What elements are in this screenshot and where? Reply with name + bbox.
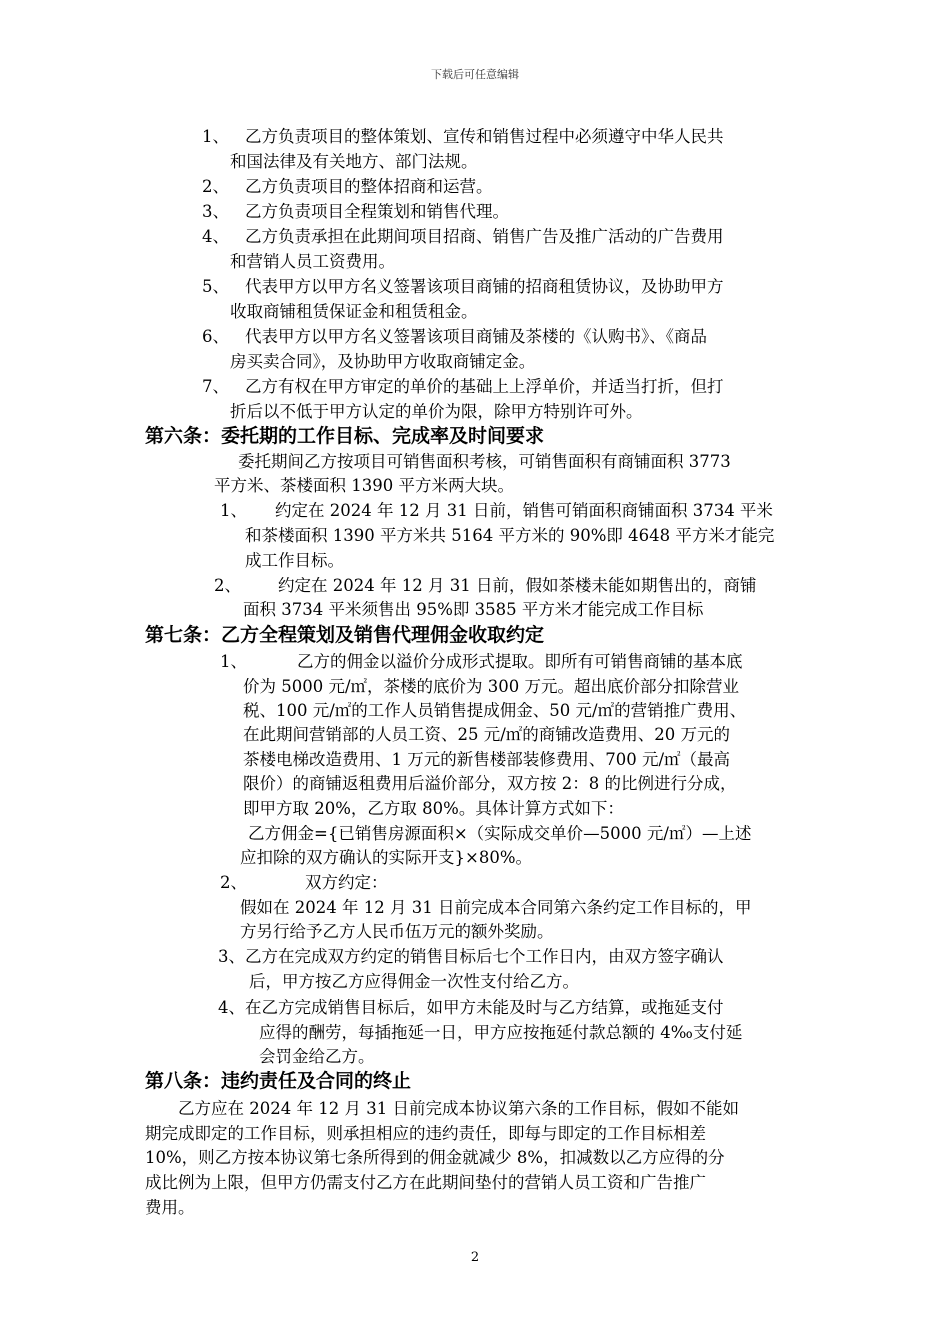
list-item-text: 双方约定： — [305, 873, 388, 892]
page-header: 下载后可任意编辑 — [431, 68, 519, 81]
list-item-number: 1、 — [202, 127, 229, 146]
list-item-number: 2、 — [220, 873, 247, 892]
list-item-text: 乙方有权在甲方审定的单价的基础上上浮单价，并适当打折，但打 — [245, 377, 724, 396]
list-item-number: 2、 — [202, 177, 229, 196]
list-item-text: 乙方负责承担在此期间项目招商、销售广告及推广活动的广告费用 — [245, 227, 724, 246]
list-item-text: 和国法律及有关地方、部门法规。 — [230, 152, 478, 171]
list-item-text: 4、在乙方完成销售目标后，如甲方未能及时与乙方结算，或拖延支付 — [218, 998, 724, 1017]
list-item-text: 乙方的佣金以溢价分成形式提取。即所有可销售商铺的基本底 — [297, 652, 743, 671]
list-item-text: 和营销人员工资费用。 — [230, 252, 395, 271]
list-item-text: 即甲方取 20%，乙方取 80%。具体计算方式如下： — [243, 799, 624, 818]
list-item-text: 会罚金给乙方。 — [259, 1047, 375, 1066]
list-item-text: 乙方负责项目的整体策划、宣传和销售过程中必须遵守中华人民共 — [245, 127, 724, 146]
list-item-text: 假如在 2024 年 12 月 31 日前完成本合同第六条约定工作目标的，甲 — [240, 898, 752, 917]
list-item-text: 和茶楼面积 1390 平方米共 5164 平方米的 90%即 4648 平方米才能完 — [245, 526, 775, 545]
list-item-number: 2、 — [214, 576, 241, 595]
list-item-text: 乙方负责项目的整体招商和运营。 — [245, 177, 493, 196]
list-item-text: 后，甲方按乙方应得佣金一次性支付给乙方。 — [249, 972, 579, 991]
list-item-text: 成工作目标。 — [245, 551, 344, 570]
list-item-number: 1、 — [220, 501, 247, 520]
list-item-text: 房买卖合同》，及协助甲方收取商铺定金。 — [230, 352, 536, 371]
list-item-number: 4、 — [202, 227, 229, 246]
list-item-text: 面积 3734 平米须售出 95%即 3585 平方米才能完成工作目标 — [243, 600, 704, 619]
list-item-text: 收取商铺租赁保证金和租赁租金。 — [230, 302, 478, 321]
formula-text: 乙方佣金={已销售房源面积×（实际成交单价—5000 元/㎡）—上述 — [248, 824, 752, 843]
formula-text: 应扣除的双方确认的实际开支}×80%。 — [240, 848, 532, 867]
paragraph-line: 期完成即定的工作目标，则承担相应的违约责任，即每与即定的工作目标相差 — [145, 1124, 706, 1143]
list-item-text: 乙方负责项目全程策划和销售代理。 — [245, 202, 509, 221]
list-item-number: 6、 — [202, 327, 229, 346]
article-7-heading: 第七条：乙方全程策划及销售代理佣金收取约定 — [145, 624, 545, 646]
list-item-text: 约定在 2024 年 12 月 31 日前，假如茶楼未能如期售出的，商铺 — [278, 576, 757, 595]
list-item-text: 约定在 2024 年 12 月 31 日前，销售可销面积商铺面积 3734 平米 — [275, 501, 773, 520]
list-item-text: 代表甲方以甲方名义签署该项目商铺的招商租赁协议，及协助甲方 — [245, 277, 724, 296]
paragraph-line: 乙方应在 2024 年 12 月 31 日前完成本协议第六条的工作目标，假如不能如 — [178, 1099, 739, 1118]
list-item-text: 在此期间营销部的人员工资、25 元/㎡的商铺改造费用、20 万元的 — [243, 725, 731, 744]
list-item-text: 应得的酬劳，每插拖延一日，甲方应按拖延付款总额的 4‰支付延 — [259, 1023, 743, 1042]
paragraph-line: 10%，则乙方按本协议第七条所得到的佣金就减少 8%，扣减数以乙方应得的分 — [145, 1148, 725, 1167]
paragraph-line: 成比例为上限，但甲方仍需支付乙方在此期间垫付的营销人员工资和广告推广 — [145, 1173, 706, 1192]
list-item-text: 3、乙方在完成双方约定的销售目标后七个工作日内，由双方签字确认 — [218, 947, 724, 966]
article-6-intro: 委托期间乙方按项目可销售面积考核，可销售面积有商铺面积 3773 — [238, 452, 731, 471]
list-item-number: 3、 — [202, 202, 229, 221]
article-6-intro: 平方米、茶楼面积 1390 平方米两大块。 — [214, 476, 514, 495]
list-item-text: 价为 5000 元/㎡，茶楼的底价为 300 万元。超出底价部分扣除营业 — [243, 677, 740, 696]
list-item-number: 1、 — [220, 652, 247, 671]
list-item-text: 代表甲方以甲方名义签署该项目商铺及茶楼的《认购书》、《商品 — [245, 327, 707, 346]
list-item-text: 茶楼电梯改造费用、1 万元的新售楼部装修费用、700 元/㎡（最高 — [243, 750, 731, 769]
paragraph-line: 费用。 — [145, 1198, 195, 1217]
article-6-heading: 第六条：委托期的工作目标、完成率及时间要求 — [145, 425, 545, 447]
article-8-heading: 第八条：违约责任及合同的终止 — [145, 1070, 412, 1092]
list-item-text: 限价）的商铺返租费用后溢价部分，双方按 2：8 的比例进行分成， — [243, 774, 737, 793]
list-item-text: 方另行给予乙方人民币伍万元的额外奖励。 — [240, 922, 554, 941]
list-item-number: 7、 — [202, 377, 229, 396]
page-number: 2 — [470, 1250, 480, 1265]
list-item-text: 折后以不低于甲方认定的单价为限，除甲方特别许可外。 — [230, 402, 643, 421]
list-item-number: 5、 — [202, 277, 229, 296]
list-item-text: 税、100 元/㎡的工作人员销售提成佣金、50 元/㎡的营销推广费用、 — [243, 701, 747, 720]
